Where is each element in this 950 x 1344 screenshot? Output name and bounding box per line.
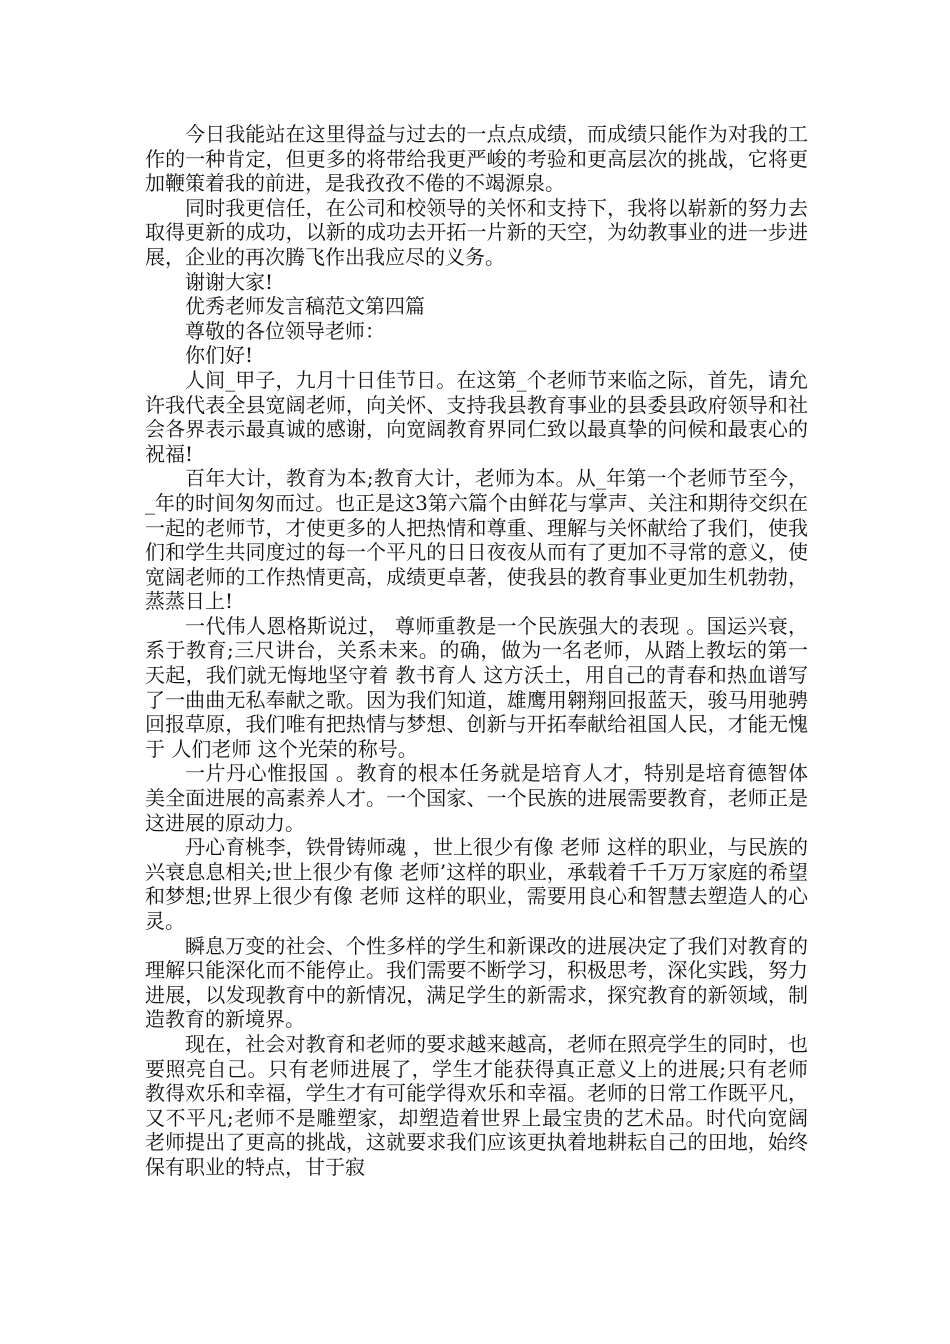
- paragraph-engels: 一代伟人恩格斯说过， 尊师重教是一个民族强大的表现 。国运兴衰，系于教育;三尺讲台，关系未来。的确，做为一名老师，从踏上教坛的第一天起，我们就无悔地坚守着 教书育人 这方沃土，用自己的青春和热血谱写了一曲曲无私奉献之歌。因为我们知道，雄鹰用翱翔回报蓝天，骏马用驰骋回报草原，我们唯有把热情与梦想、创新与开拓奉献给祖国人民，才能无愧于 人们老师 这个光荣的称号。: [145, 613, 808, 761]
- paragraph-loyal-heart: 一片丹心惟报国 。教育的根本任务就是培育人才，特别是培育德智体美全面进展的高素养人才。一个国家、一个民族的进展需要教育，老师正是这进展的原动力。: [145, 761, 808, 835]
- paragraph-festival: 人间_甲子，九月十日佳节日。在这第_个老师节来临之际，首先，请允许我代表全县宽阔老师，向关怀、支持我县教育事业的县委县政府领导和社会各界表示最真诚的感谢，向宽阔教育界同仁致以最真挚的问候和最衷心的祝福!: [145, 367, 808, 466]
- paragraph-achievement: 今日我能站在这里得益与过去的一点点成绩，而成绩只能作为对我的工作的一种肯定，但更多的将带给我更严峻的考验和更高层次的挑战，它将更加鞭策着我的前进，是我孜孜不倦的不竭源泉。: [145, 122, 808, 196]
- paragraph-trust: 同时我更信任，在公司和校领导的关怀和支持下，我将以崭新的努力去取得更新的成功，以新的成功去开拓一片新的天空，为幼教事业的进一步进展，企业的再次腾飞作出我应尽的义务。: [145, 195, 808, 269]
- salutation: 尊敬的各位领导老师：: [185, 318, 385, 343]
- paragraph-current-demands: 现在，社会对教育和老师的要求越来越高，老师在照亮学生的同时，也要照亮自己。只有老师进展了，学生才能获得真正意义上的进展;只有老师教得欢乐和幸福，学生才有可能学得欢乐和幸福。老师的日常工作既平凡，又不平凡;老师不是雕塑家，却塑造着世界上最宝贵的艺术品。时代向宽阔老师提出了更高的挑战，这就要求我们应该更执着地耕耘自己的田地，始终保有职业的特点，甘于寂: [145, 1031, 808, 1179]
- paragraph-thanks: 谢谢大家!: [185, 269, 274, 294]
- paragraph-teacher-soul: 丹心育桃李，铁骨铸师魂 ，世上很少有像 老师 这样的职业，与民族的兴衰息息相关;世上很少有像 老师’这样的职业，承载着千千万万家庭的希望和梦想;世界上很少有像 老师 这样的职业，需要用良心和智慧去塑造人的心灵。: [145, 835, 808, 933]
- section-title: 优秀老师发言稿范文第四篇: [185, 294, 425, 319]
- document-page: [145, 122, 808, 1180]
- greeting: 你们好!: [185, 343, 254, 368]
- paragraph-changing-society: 瞬息万变的社会、个性多样的学生和新课改的进展决定了我们对教育的理解只能深化而不能停止。我们需要不断学习，积极思考，深化实践，努力进展，以发现教育中的新情况，满足学生的新需求，探究教育的新领域，制造教育的新境界。: [145, 933, 808, 1032]
- paragraph-century-plan: 百年大计，教育为本;教育大计，老师为本。从_年第一个老师节至今，_年的时间匆匆而过。也正是这3第六篇个由鲜花与掌声、关注和期待交织在一起的老师节，才使更多的人把热情和尊重、理解与关怀献给了我们，使我们和学生共同度过的每一个平凡的日日夜夜从而有了更加不寻常的意义，使宽阔老师的工作热情更高，成绩更卓著，使我县的教育事业更加生机勃勃，蒸蒸日上!: [145, 466, 808, 614]
